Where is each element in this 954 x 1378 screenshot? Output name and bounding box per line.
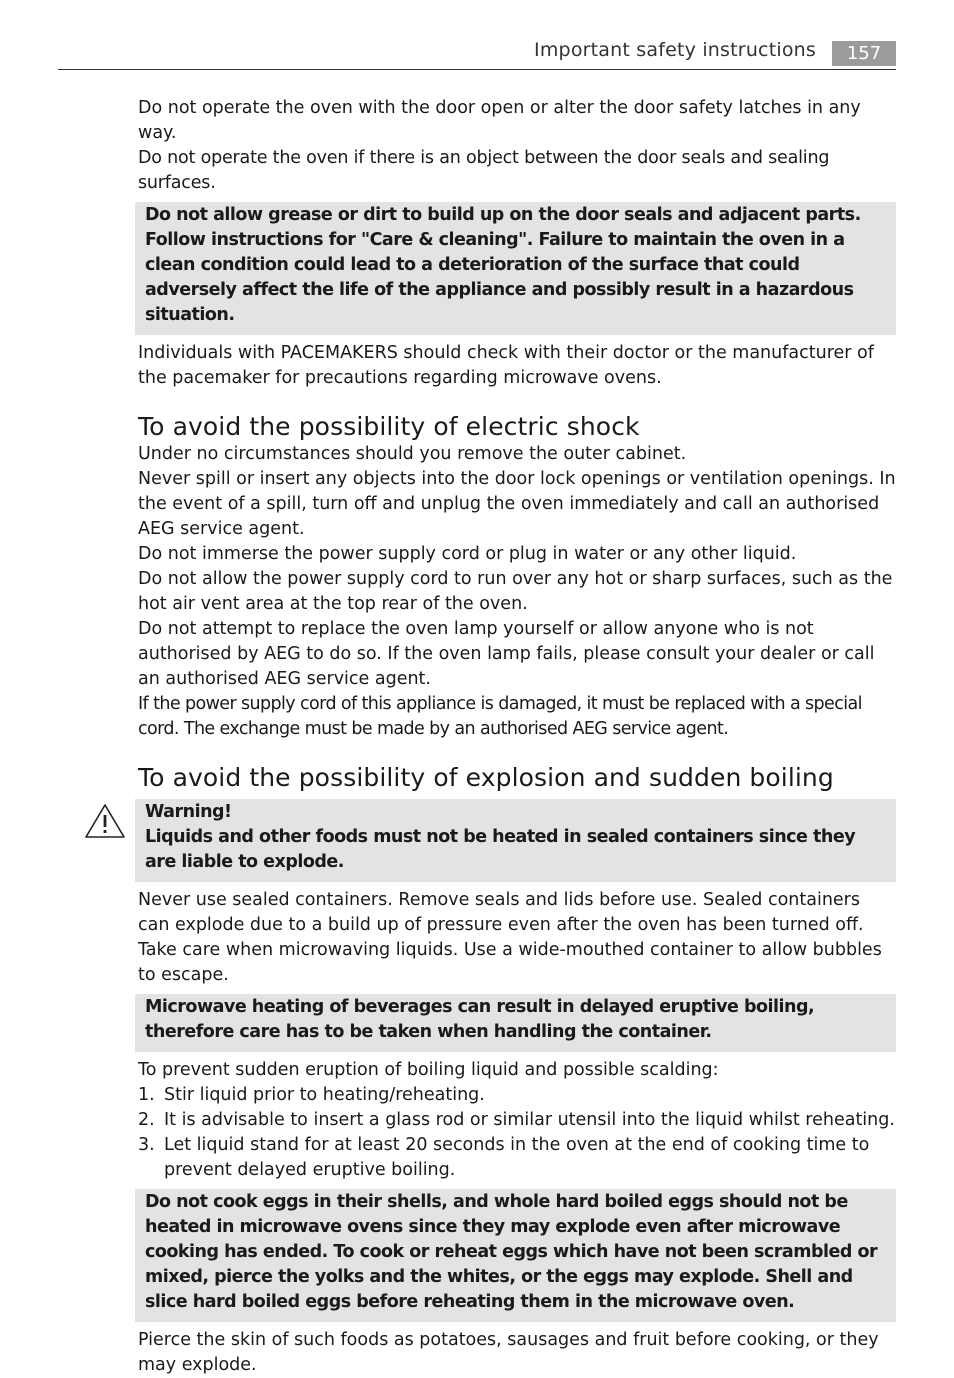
steps-list [138, 1083, 896, 1183]
explosion-para-1: Never use sealed containers. Remove seals and lids before use. Sealed containers can explode due to a build up of pressure even after the oven has been turned off. [138, 890, 864, 935]
step-text: Let liquid stand for at least 20 seconds in the oven at the end of cooking time to prevent delayed eruptive boiling. [164, 1135, 870, 1180]
page-body [138, 96, 896, 1378]
eggs-note-box [135, 1189, 896, 1322]
explosion-para-2: Take care when microwaving liquids. Use a wide-mouthed container to allow bubbles to escape. [138, 940, 882, 985]
intro-line-2: Do not operate the oven if there is an object between the door seals and sealing surfaces. [138, 148, 830, 193]
header-title: Important safety instructions [534, 39, 816, 61]
shock-para-5: Do not attempt to replace the oven lamp yourself or allow anyone who is not authorised by AEG to do so. If the oven lamp fails, please consult your dealer or call an authorised AEG service agent. [138, 619, 875, 689]
heading-electric-shock: To avoid the possibility of electric shock [138, 412, 640, 441]
warning-title: Warning! [145, 802, 232, 822]
grease-note-text: Do not allow grease or dirt to build up on the door seals and adjacent parts. Follow instructions for "Care & cleaning". Failure to maintain the oven in a clean condition could lead to a deterioration of the surface that could adversely affect the life of the appliance and possibly result in a hazardous situation. [145, 205, 861, 325]
warning-triangle-icon [83, 802, 127, 840]
shock-para-2: Never spill or insert any objects into the door lock openings or ventilation openings. In the event of a spill, turn off and unplug the oven immediately and call an authorised AEG service agent. [138, 469, 896, 539]
grease-note-box [135, 202, 896, 335]
step-number: 3. [138, 1135, 155, 1155]
shock-para-3: Do not immerse the power supply cord or plug in water or any other liquid. [138, 544, 797, 564]
beverages-note-box [135, 994, 896, 1052]
header-divider [58, 69, 896, 70]
step-number: 2. [138, 1110, 155, 1130]
step-number: 1. [138, 1085, 155, 1105]
list-item [138, 1108, 896, 1133]
warning-box [135, 799, 896, 882]
beverages-note-text: Microwave heating of beverages can result in delayed eruptive boiling, therefore care has to be taken when handling the container. [145, 997, 815, 1042]
page-number: 157 [832, 41, 896, 66]
shock-para-6: If the power supply cord of this appliance is damaged, it must be replaced with a special cord. The exchange must be made by an authorised AEG service agent. [138, 694, 862, 739]
intro-line-1: Do not operate the oven with the door open or alter the door safety latches in any way. [138, 98, 861, 143]
list-item [138, 1133, 896, 1183]
list-item [138, 1083, 896, 1108]
step-text: Stir liquid prior to heating/reheating. [164, 1085, 485, 1105]
step-text: It is advisable to insert a glass rod or similar utensil into the liquid whilst reheating. [164, 1110, 895, 1130]
prevent-intro: To prevent sudden eruption of boiling liquid and possible scalding: [138, 1060, 719, 1080]
heading-explosion: To avoid the possibility of explosion and sudden boiling [138, 763, 834, 792]
eggs-note-text: Do not cook eggs in their shells, and whole hard boiled eggs should not be heated in microwave ovens since they may explode even after microwave cooking has ended. To cook or reheat eggs which have not been scrambled or mixed, pierce the yolks and the whites, or the eggs may explode. Shell and slice hard boiled eggs before reheating them in the microwave oven. [145, 1192, 878, 1312]
shock-para-1: Under no circumstances should you remove the outer cabinet. [138, 444, 687, 464]
pacemaker-note: Individuals with PACEMAKERS should check with their doctor or the manufacturer of the pacemaker for precautions regarding microwave ovens. [138, 343, 874, 388]
warning-text: Liquids and other foods must not be heated in sealed containers since they are liable to explode. [145, 827, 856, 872]
pierce-note: Pierce the skin of such foods as potatoes, sausages and fruit before cooking, or they may explode. [138, 1330, 879, 1375]
shock-para-4: Do not allow the power supply cord to run over any hot or sharp surfaces, such as the hot air vent area at the top rear of the oven. [138, 569, 893, 614]
